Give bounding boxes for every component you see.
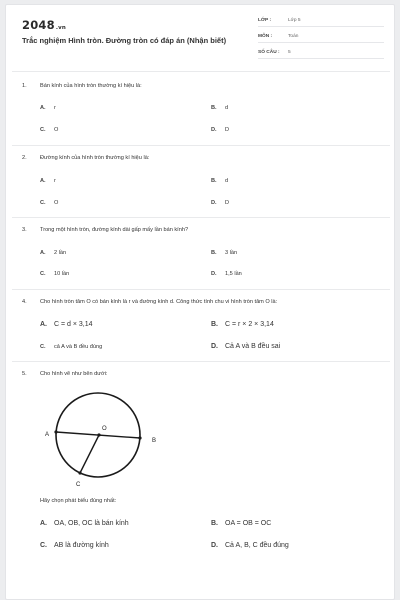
- option-a[interactable]: A. r: [40, 105, 56, 111]
- option-c[interactable]: C. cả A và B đều đúng: [40, 344, 103, 350]
- question-text: Cho hình tròn tâm O có bán kính là r và đường kính d. Công thức tính chu vi hình tròn tâm O là:: [40, 299, 278, 305]
- point-b: [138, 436, 141, 439]
- label-c: C: [76, 482, 81, 488]
- label-a: A: [45, 432, 50, 438]
- label-b: B: [152, 438, 157, 444]
- question-number: 5.: [22, 371, 27, 377]
- option-d[interactable]: D. D: [211, 200, 230, 206]
- radius-oc: [80, 435, 99, 473]
- option-a[interactable]: A. 2 lần: [40, 250, 67, 256]
- question-divider: [12, 217, 390, 218]
- option-b[interactable]: B. OA = OB = OC: [211, 520, 272, 527]
- option-b[interactable]: B. d: [211, 178, 229, 184]
- meta-value: Toán: [288, 34, 299, 39]
- header-divider: [12, 71, 390, 72]
- label-o: O: [102, 426, 107, 432]
- meta-label: LỚP :: [258, 18, 272, 23]
- option-b[interactable]: B. 3 lần: [211, 250, 238, 256]
- option-a[interactable]: A. OA, OB, OC là bán kính: [40, 520, 129, 527]
- point-a: [54, 430, 57, 433]
- question-prompt: Hãy chọn phát biểu đúng nhất:: [40, 498, 117, 504]
- meta-label: MÔN :: [258, 34, 273, 39]
- question-number: 3.: [22, 227, 27, 233]
- question-text: Cho hình vẽ như bên dưới:: [40, 371, 108, 377]
- question-text: Đường kính của hình tròn thường kí hiệu là:: [40, 155, 150, 161]
- meta-value: Lớp 5: [288, 18, 301, 23]
- point-o: [97, 433, 100, 436]
- option-d[interactable]: D. D: [211, 127, 230, 133]
- question-number: 1.: [22, 83, 27, 89]
- meta-value: 5: [288, 50, 291, 55]
- point-c: [78, 471, 81, 474]
- option-c[interactable]: C. 10 lần: [40, 271, 70, 277]
- logo-text: 2048: [22, 18, 55, 32]
- worksheet-page: [5, 4, 395, 600]
- option-d[interactable]: D. Cả A và B đều sai: [211, 343, 281, 350]
- meta-label: SỐ CÂU :: [258, 50, 280, 55]
- question-text: Bán kính của hình tròn thường kí hiệu là:: [40, 83, 142, 89]
- worksheet-header: [6, 5, 396, 73]
- question-text: Trong một hình tròn, đường kính dài gấp mấy lần bán kính?: [40, 227, 189, 233]
- option-d[interactable]: D. Cả A, B, C đều đúng: [211, 542, 289, 549]
- question-divider: [12, 361, 390, 362]
- meta-row-count: [258, 47, 384, 59]
- option-c[interactable]: C. O: [40, 127, 59, 133]
- question-divider: [12, 145, 390, 146]
- question-number: 2.: [22, 155, 27, 161]
- circle-figure: [42, 390, 172, 490]
- meta-row-class: [258, 15, 384, 27]
- option-c[interactable]: C. O: [40, 200, 59, 206]
- option-c[interactable]: C. AB là đường kính: [40, 542, 109, 549]
- option-b[interactable]: B. d: [211, 105, 229, 111]
- logo-suffix: .vn: [55, 25, 67, 31]
- site-logo[interactable]: [22, 18, 66, 32]
- option-a[interactable]: A. r: [40, 178, 56, 184]
- option-a[interactable]: A. C = d × 3,14: [40, 321, 93, 328]
- option-d[interactable]: D. 1,5 lần: [211, 271, 242, 277]
- worksheet-title: Trắc nghiệm Hình tròn. Đường tròn có đáp án (Nhận biết): [22, 36, 227, 45]
- question-number: 4.: [22, 299, 27, 305]
- meta-row-subject: [258, 31, 384, 43]
- option-b[interactable]: B. C = r × 2 × 3,14: [211, 321, 274, 328]
- question-divider: [12, 289, 390, 290]
